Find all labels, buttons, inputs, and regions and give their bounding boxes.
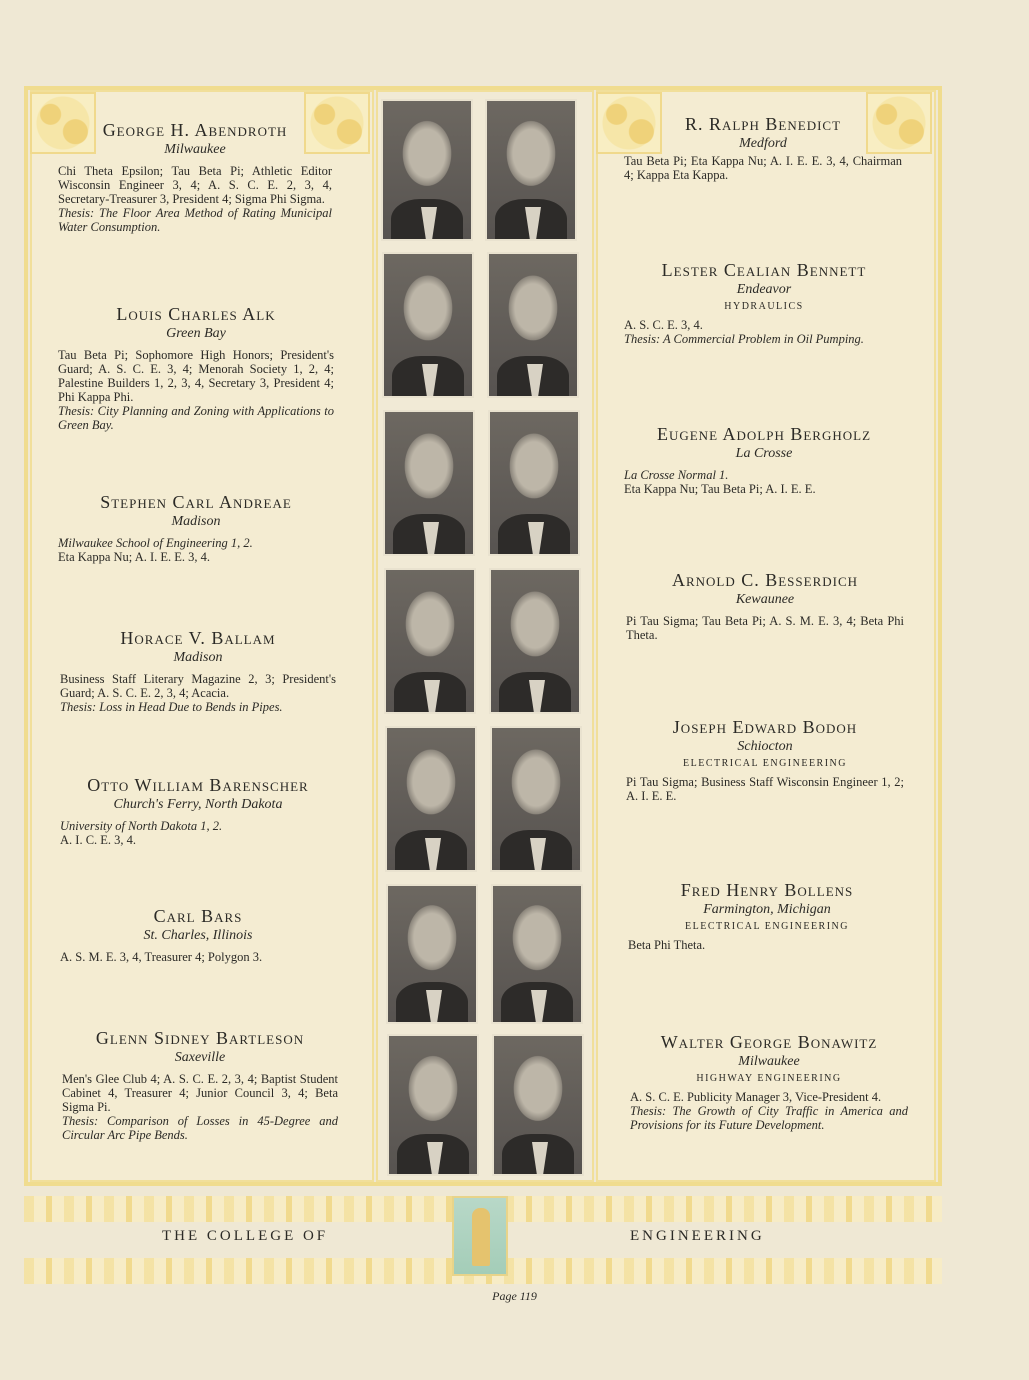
thesis: Thesis: Comparison of Losses in 45-Degree and Circular Arc Pipe Bends.	[62, 1114, 338, 1142]
senior-entry	[58, 120, 332, 234]
senior-entry	[60, 628, 336, 714]
student-name: George H. Abendroth	[102, 120, 288, 140]
activities: Beta Phi Theta.	[628, 938, 706, 952]
portrait-photo	[387, 1034, 479, 1176]
student-name: Eugene Adolph Bergholz	[656, 424, 872, 444]
portrait-photo	[485, 99, 577, 241]
senior-entry	[60, 775, 336, 847]
senior-entry	[58, 304, 334, 432]
student-name: Stephen Carl Andreae	[100, 492, 292, 512]
student-name: Otto William Barenscher	[87, 775, 309, 795]
hometown: La Crosse	[735, 446, 793, 461]
activities: Eta Kappa Nu; A. I. E. E. 3, 4.	[58, 550, 211, 564]
portrait-photo	[489, 568, 581, 714]
student-name: Fred Henry Bollens	[680, 880, 854, 900]
activities: Chi Theta Epsilon; Tau Beta Pi; Athletic Editor Wisconsin Engineer 3, 4; A. S. C. E. 2, 3, 4, Secretary-Treasurer 3, President 4; Sigma Phi Sigma.	[58, 164, 332, 206]
activities: A. S. C. E. 3, 4.	[624, 318, 703, 332]
portrait-photo	[488, 410, 580, 556]
student-name: Walter George Bonawitz	[660, 1032, 878, 1052]
hometown: Madison	[171, 514, 221, 529]
thesis: Thesis: The Floor Area Method of Rating Municipal Water Consumption.	[58, 206, 332, 234]
course-label: HYDRAULICS	[724, 301, 804, 312]
prior-school: Milwaukee School of Engineering 1, 2.	[58, 536, 253, 550]
senior-entry	[626, 570, 904, 642]
thesis: Thesis: City Planning and Zoning with Applications to Green Bay.	[58, 404, 334, 432]
portrait-photo	[487, 252, 579, 398]
activities: Business Staff Literary Magazine 2, 3; President's Guard; A. S. C. E. 2, 3, 4; Acacia.	[60, 672, 336, 700]
hometown: Madison	[173, 650, 223, 665]
thesis: Thesis: A Commercial Problem in Oil Pumping.	[624, 332, 864, 346]
activities: A. I. C. E. 3, 4.	[60, 833, 137, 847]
hometown: Medford	[739, 136, 787, 151]
student-name: Louis Charles Alk	[116, 304, 276, 324]
activities: Tau Beta Pi; Eta Kappa Nu; A. I. E. E. 3, 4, Chairman 4; Kappa Eta Kappa.	[624, 154, 902, 182]
hometown: Milwaukee	[738, 1054, 800, 1069]
course-label: HIGHWAY ENGINEERING	[696, 1073, 842, 1084]
hometown: Green Bay	[166, 326, 226, 341]
activities: Men's Glee Club 4; A. S. C. E. 2, 3, 4; Baptist Student Cabinet 4, Treasurer 4; Junior Council 3, 4; Beta Sigma Pi.	[62, 1072, 338, 1114]
course-label: ELECTRICAL ENGINEERING	[683, 758, 847, 769]
hometown: St. Charles, Illinois	[143, 928, 253, 943]
hometown: Saxeville	[174, 1050, 226, 1065]
activities: A. S. M. E. 3, 4, Treasurer 4; Polygon 3.	[60, 950, 263, 964]
senior-entry	[626, 717, 904, 803]
prior-school: La Crosse Normal 1.	[624, 468, 729, 482]
portrait-photo	[383, 410, 475, 556]
senior-entry	[630, 1032, 908, 1132]
student-name: Glenn Sidney Bartleson	[95, 1028, 305, 1048]
senior-entry	[628, 880, 906, 952]
portrait-photo	[384, 568, 476, 714]
senior-entry	[58, 492, 334, 564]
senior-entry	[60, 906, 336, 964]
student-name: Arnold C. Besserdich	[671, 570, 859, 590]
activities: Pi Tau Sigma; Business Staff Wisconsin Engineer 1, 2; A. I. E. E.	[626, 775, 904, 803]
hometown: Church's Ferry, North Dakota	[113, 797, 283, 812]
student-name: Lester Cealian Bennett	[661, 260, 867, 280]
senior-entry	[62, 1028, 338, 1142]
student-name: Carl Bars	[153, 906, 243, 926]
hometown: Endeavor	[736, 282, 792, 297]
course-label: ELECTRICAL ENGINEERING	[685, 921, 849, 932]
portrait-photo	[386, 884, 478, 1024]
activities: Pi Tau Sigma; Tau Beta Pi; A. S. M. E. 3, 4; Beta Phi Theta.	[626, 614, 904, 642]
hometown: Schiocton	[737, 739, 793, 754]
senior-entry	[624, 424, 904, 496]
activities: Eta Kappa Nu; Tau Beta Pi; A. I. E. E.	[624, 482, 816, 496]
student-name: R. Ralph Benedict	[684, 114, 842, 134]
activities: Tau Beta Pi; Sophomore High Honors; President's Guard; A. S. C. E. 3, 4; Menorah Society 1, 2, 4; Palestine Builders 1, 2, 3, 4, Secretary 3, President 4; Phi Kappa Phi.	[58, 348, 334, 404]
prior-school: University of North Dakota 1, 2.	[60, 819, 223, 833]
portrait-photo	[490, 726, 582, 872]
portrait-photo	[381, 99, 473, 241]
student-name: Joseph Edward Bodoh	[672, 717, 858, 737]
page-number: Page 119	[492, 1289, 537, 1303]
senior-entry	[624, 260, 904, 346]
thesis: Thesis: Loss in Head Due to Bends in Pipes.	[60, 700, 283, 714]
activities: A. S. C. E. Publicity Manager 3, Vice-President 4.	[630, 1090, 882, 1104]
thesis: Thesis: The Growth of City Traffic in America and Provisions for its Future Development.	[630, 1104, 908, 1132]
footer-college-label: THE COLLEGE OF	[162, 1228, 329, 1244]
portrait-photo	[385, 726, 477, 872]
senior-entry	[624, 114, 902, 182]
hometown: Farmington, Michigan	[703, 902, 831, 917]
footer-engineering-label: ENGINEERING	[630, 1228, 765, 1244]
engineering-emblem-icon	[452, 1196, 508, 1276]
hometown: Kewaunee	[735, 592, 795, 607]
student-name: Horace V. Ballam	[120, 628, 276, 648]
portrait-photo	[492, 1034, 584, 1176]
portrait-photo	[382, 252, 474, 398]
hometown: Milwaukee	[164, 142, 226, 157]
portrait-photo	[491, 884, 583, 1024]
